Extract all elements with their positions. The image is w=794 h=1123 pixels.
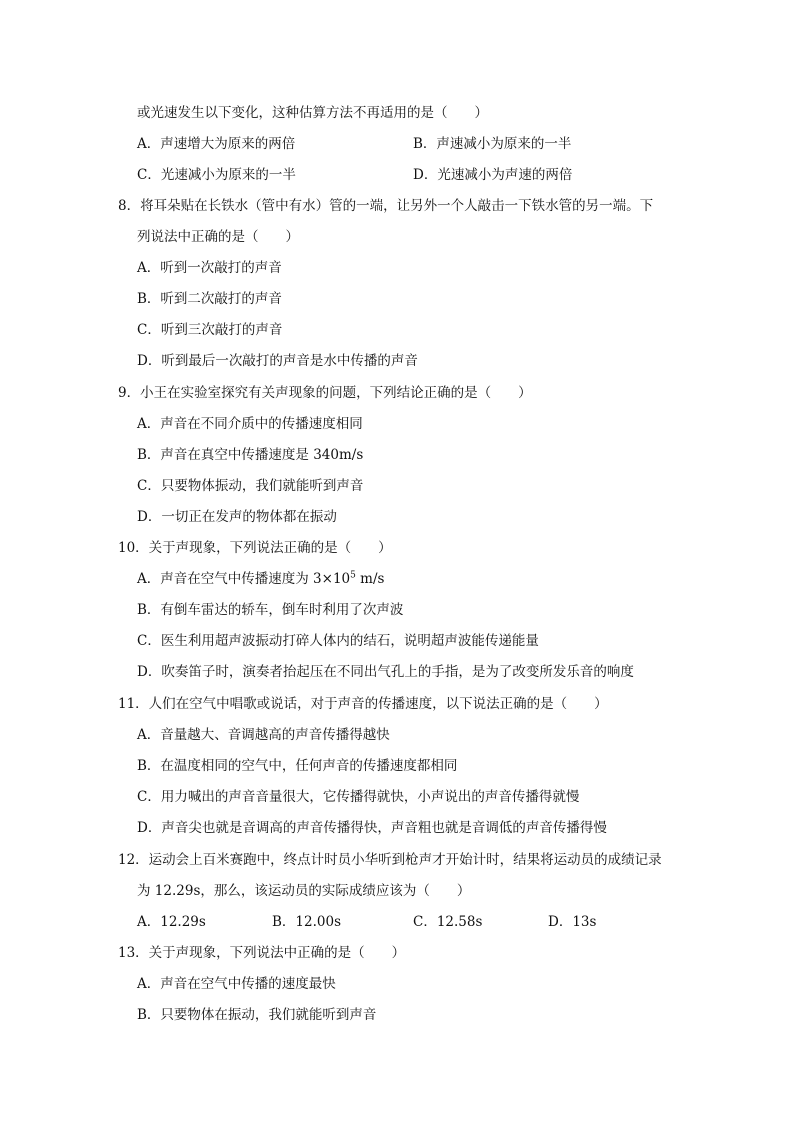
q8-option-a: A．听到一次敲打的声音 bbox=[137, 260, 282, 276]
q10-option-b: B．有倒车雷达的轿车，倒车时利用了次声波 bbox=[137, 602, 404, 618]
q7-option-a: A．声速增大为原来的两倍 bbox=[137, 136, 296, 152]
q9-option-b: B．声音在真空中传播速度是 340m/s bbox=[137, 447, 364, 463]
q13-option-a: A．声音在空气中传播的速度最快 bbox=[137, 976, 336, 992]
q7-option-d: D．光速减小为声速的两倍 bbox=[413, 167, 573, 183]
q10-option-a-unit: m/s bbox=[355, 571, 385, 587]
q12-option-d: D．13s bbox=[548, 914, 597, 930]
q11-option-a: A．音量越大、音调越高的声音传播得越快 bbox=[137, 727, 390, 743]
q12-option-b: B．12.00s bbox=[272, 914, 341, 930]
q12-stem-line-2: 为 12.29s，那么，该运动员的实际成绩应该为（ ） bbox=[137, 883, 471, 899]
q11-option-d: D．声音尖也就是音调高的声音传播得快，声音粗也就是音调低的声音传播得慢 bbox=[137, 820, 607, 836]
q12-stem-line-1: 12．运动会上百米赛跑中，终点计时员小华听到枪声才开始计时，结果将运动员的成绩记录 bbox=[118, 852, 662, 868]
q9-option-c: C．只要物体振动，我们就能听到声音 bbox=[137, 478, 364, 494]
q10-option-d: D．吹奏笛子时，演奏者抬起压在不同出气孔上的手指，是为了改变所发乐音的响度 bbox=[137, 664, 634, 680]
q9-option-d: D．一切正在发声的物体都在振动 bbox=[137, 509, 337, 525]
q11-option-b: B．在温度相同的空气中，任何声音的传播速度都相同 bbox=[137, 758, 458, 774]
q7-option-b: B．声速减小为原来的一半 bbox=[413, 136, 572, 152]
q9-option-a: A．声音在不同介质中的传播速度相同 bbox=[137, 416, 363, 432]
q12-option-c: C．12.58s bbox=[413, 914, 483, 930]
q8-stem-line-1: 8．将耳朵贴在长铁水（管中有水）管的一端，让另外一个人敲击一下铁水管的另一端。下 bbox=[118, 198, 654, 214]
q9-stem-line-1: 9．小王在实验室探究有关声现象的问题，下列结论正确的是（ ） bbox=[118, 385, 532, 401]
q7-option-c: C．光速减小为原来的一半 bbox=[137, 167, 296, 183]
q8-option-b: B．听到二次敲打的声音 bbox=[137, 291, 282, 307]
q8-stem-line-2: 列说法中正确的是（ ） bbox=[137, 229, 299, 245]
q10-stem-line-1: 10．关于声现象，下列说法正确的是（ ） bbox=[118, 540, 392, 556]
q7-stem-line-1: 或光速发生以下变化，这种估算方法不再适用的是（ ） bbox=[137, 105, 488, 121]
q8-option-d: D．听到最后一次敲打的声音是水中传播的声音 bbox=[137, 353, 418, 369]
q8-option-c: C．听到三次敲打的声音 bbox=[137, 322, 283, 338]
q13-option-b: B．只要物体在振动，我们就能听到声音 bbox=[137, 1007, 377, 1023]
q12-option-a: A．12.29s bbox=[137, 914, 206, 930]
q10-option-c: C．医生利用超声波振动打碎人体内的结石，说明超声波能传递能量 bbox=[137, 633, 539, 649]
q11-option-c: C．用力喊出的声音音量很大，它传播得就快，小声说出的声音传播得就慢 bbox=[137, 789, 580, 805]
q10-option-a-exponent: 5 bbox=[350, 570, 356, 581]
q11-stem-line-1: 11．人们在空气中唱歌或说话，对于声音的传播速度，以下说法正确的是（ ） bbox=[118, 696, 608, 712]
q13-stem-line-1: 13．关于声现象，下列说法中正确的是（ ） bbox=[118, 945, 406, 961]
q10-option-a-text: A．声音在空气中传播速度为 3×10 bbox=[137, 571, 351, 587]
q10-option-a bbox=[137, 569, 384, 589]
